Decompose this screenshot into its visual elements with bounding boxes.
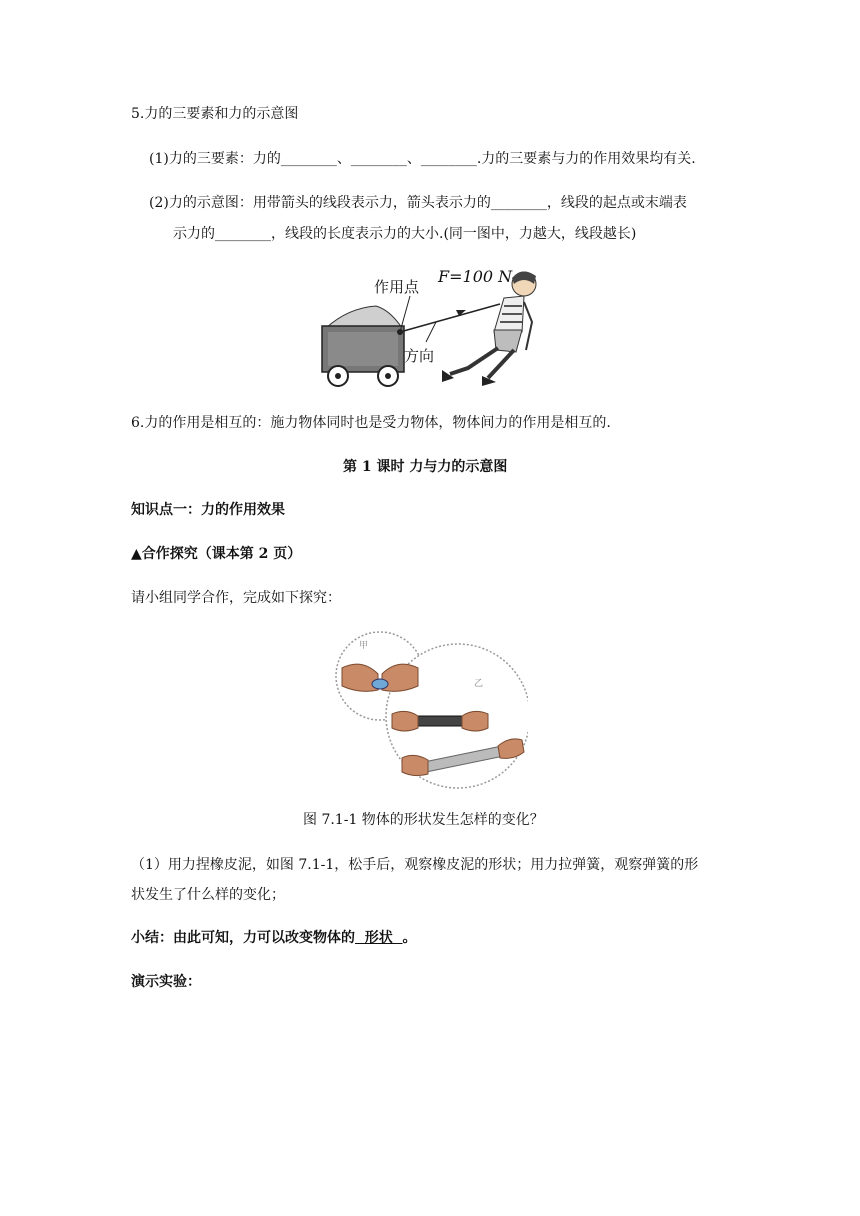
section-5-heading: 5.力的三要素和力的示意图 <box>131 106 299 122</box>
instruction-text: 请小组同学合作，完成如下探究： <box>131 590 341 606</box>
figure-label-yi: 乙 <box>474 679 484 689</box>
summary-suffix: 。 <box>402 930 417 946</box>
figure-label-direction: 方向 <box>404 347 435 365</box>
figure-label-force: F=100 N <box>438 267 513 286</box>
summary-prefix: 小结：由此可知，力可以改变物体的 <box>131 930 355 946</box>
summary-answer: 形状 <box>355 930 403 946</box>
figure-label-jia: 甲 <box>359 641 369 651</box>
lesson-title: 第 1 课时 力与力的示意图 <box>343 459 508 475</box>
summary-line <box>131 928 417 948</box>
figure-label-point: 作用点 <box>374 278 420 296</box>
cooperative-heading: ▲合作探究（课本第 2 页） <box>131 546 302 562</box>
section-5-item-2-line-2: 示力的________，线段的长度表示力的大小.(同一图中，力越大，线段越长) <box>173 226 637 242</box>
step-1-line-2: 状发生了什么样的变化； <box>131 887 285 903</box>
section-5-item-1: (1)力的三要素：力的________、________、________.力的三要素与力的作用效果均有关. <box>149 151 696 167</box>
section-5-item-2-line-1: (2)力的示意图：用带箭头的线段表示力，箭头表示力的________，线段的起点或末端表 <box>149 195 687 211</box>
step-1-line-1: （1）用力捏橡皮泥，如图 7.1-1，松手后，观察橡皮泥的形状；用力拉弹簧，观察弹簧的形 <box>131 857 699 873</box>
demo-heading: 演示实验： <box>131 974 201 990</box>
knowledge-point-heading: 知识点一：力的作用效果 <box>131 502 285 518</box>
section-6: 6.力的作用是相互的：施力物体同时也是受力物体，物体间力的作用是相互的. <box>131 415 611 431</box>
figure-caption: 图 7.1-1 物体的形状发生怎样的变化？ <box>303 812 544 828</box>
